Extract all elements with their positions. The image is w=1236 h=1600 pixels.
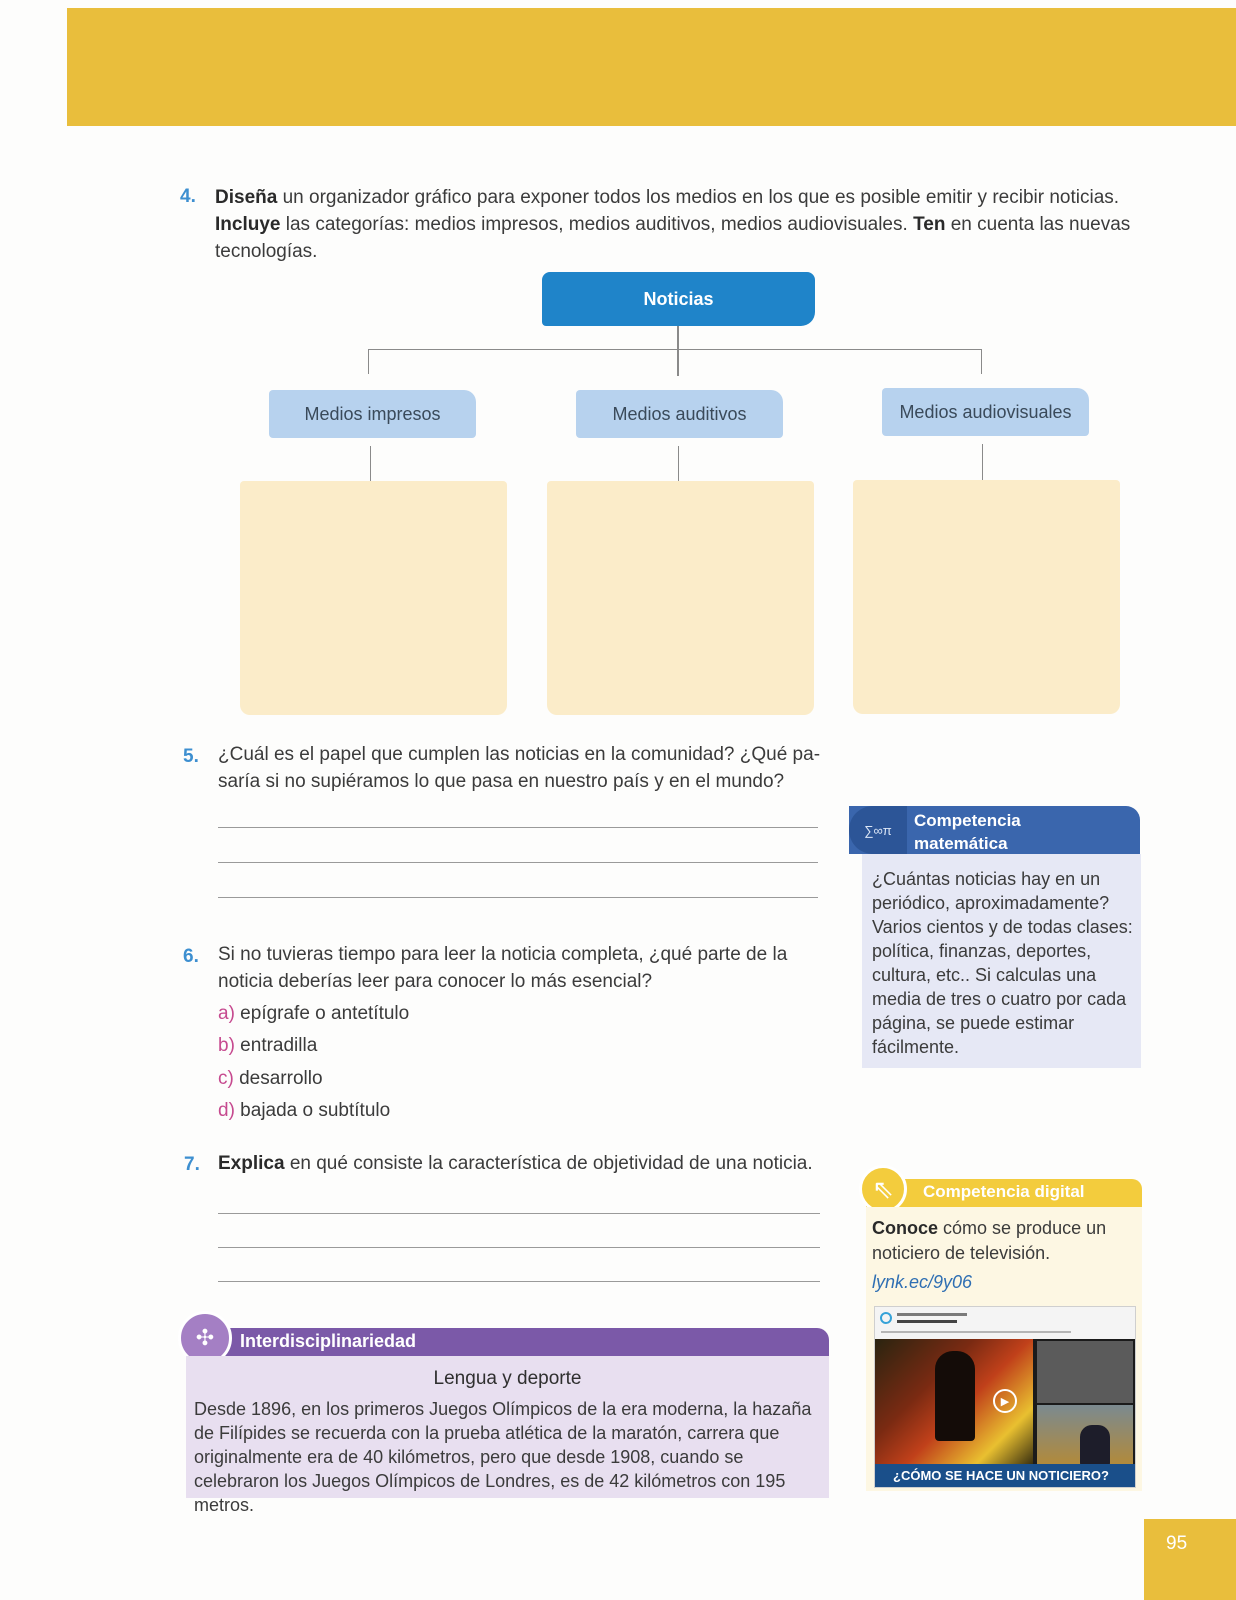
video-caption: ¿CÓMO SE HACE UN NOTICIERO?	[875, 1464, 1135, 1487]
connector-line	[982, 444, 983, 480]
math-symbols-icon: ∑∞π	[849, 806, 907, 854]
answer-line[interactable]	[218, 897, 818, 898]
answer-line[interactable]	[218, 862, 818, 863]
digital-competence-title: Competencia digital	[923, 1182, 1085, 1201]
category-node-impresos: Medios impresos	[269, 390, 476, 438]
cursor-icon: ⇖	[859, 1165, 907, 1213]
option-c[interactable]: c) desarrollo	[218, 1068, 323, 1089]
puzzle-icon: ✣	[178, 1311, 232, 1365]
option-b[interactable]: b) entradilla	[218, 1035, 318, 1056]
answer-line[interactable]	[218, 1247, 820, 1248]
option-a[interactable]: a) epígrafe o antetítulo	[218, 1003, 410, 1024]
interdisciplinary-text: Desde 1896, en los primeros Juegos Olímpicos de la era moderna, la hazaña de Filípides se recuerda con la prueba atlética de la maratón, carrera que originalmente era de 40 kilómetros, pero que desde 1908, cuando se celebraron los Juegos Olímpicos de Londres, es de 42 kilómetros con 195 metros.	[194, 1399, 812, 1515]
video-meta-line	[897, 1313, 967, 1316]
answer-line[interactable]	[218, 1213, 820, 1214]
question-5-number: 5.	[183, 746, 199, 767]
video-anchor-silhouette	[1080, 1425, 1110, 1465]
question-4-text: Diseña un organizador gráfico para exponer todos los medios en los que es posible emitir y recibir noticias. Incluye las categorías: medios impresos, medios auditivos, medios audiovisuales. Ten en cuenta las nuevas tecnologías.	[215, 187, 1131, 262]
connector-line	[678, 446, 679, 482]
video-meta-line	[897, 1320, 957, 1323]
option-d[interactable]: d) bajada o subtítulo	[218, 1100, 391, 1121]
video-figure-silhouette	[935, 1351, 975, 1441]
channel-icon	[880, 1312, 892, 1324]
question-7-number: 7.	[184, 1154, 200, 1175]
video-link[interactable]: lynk.ec/9y06	[872, 1272, 973, 1292]
organizer-root-node: Noticias	[542, 272, 815, 326]
play-icon[interactable]: ▶	[993, 1389, 1017, 1413]
connector-line	[368, 349, 369, 374]
question-6-text: Si no tuvieras tiempo para leer la noticia completa, ¿qué parte de la noticia deberías leer para conocer lo más esencial?	[218, 944, 788, 992]
page-number: 95	[1144, 1519, 1236, 1600]
math-competence-text: ¿Cuántas noticias hay en un periódico, aproximadamente? Varios cientos y de todas clases: política, finanzas, deportes, cultura, etc.. Si calculas una media de tres o cuatro por cada página, se puede estimar fácilmente.	[872, 869, 1133, 1057]
question-5-text: ¿Cuál es el papel que cumplen las noticias en la comunidad? ¿Qué pa- saría si no supiéramos lo que pasa en nuestro país y en el mundo?	[218, 744, 821, 792]
category-node-auditivos: Medios auditivos	[576, 390, 783, 438]
digital-competence-text: Conoce cómo se produce un noticiero de televisión.	[872, 1218, 1107, 1263]
question-6-number: 6.	[183, 946, 199, 967]
video-header	[875, 1307, 1135, 1339]
answer-line[interactable]	[218, 1281, 820, 1282]
question-4-number: 4.	[180, 186, 196, 207]
header-band	[67, 8, 1236, 126]
connector-line	[981, 349, 982, 374]
video-meta-line	[881, 1331, 1071, 1333]
interdisciplinary-subtitle: Lengua y deporte	[433, 1368, 582, 1389]
video-side-image	[1037, 1341, 1133, 1403]
answer-box-impresos[interactable]	[240, 481, 507, 715]
answer-line[interactable]	[218, 827, 818, 828]
connector-line	[370, 446, 371, 482]
math-competence-title: Competencia matemática	[914, 811, 1021, 853]
connector-line	[368, 349, 982, 350]
category-node-audiovisuales: Medios audiovisuales	[882, 388, 1089, 436]
connector-line	[677, 326, 679, 376]
video-thumbnail[interactable]	[874, 1306, 1136, 1488]
interdisciplinary-title: Interdisciplinariedad	[240, 1331, 417, 1351]
answer-box-audiovisuales[interactable]	[853, 480, 1120, 714]
question-7-text: Explica en qué consiste la característica de objetividad de una noticia.	[218, 1153, 813, 1174]
answer-box-auditivos[interactable]	[547, 481, 814, 715]
